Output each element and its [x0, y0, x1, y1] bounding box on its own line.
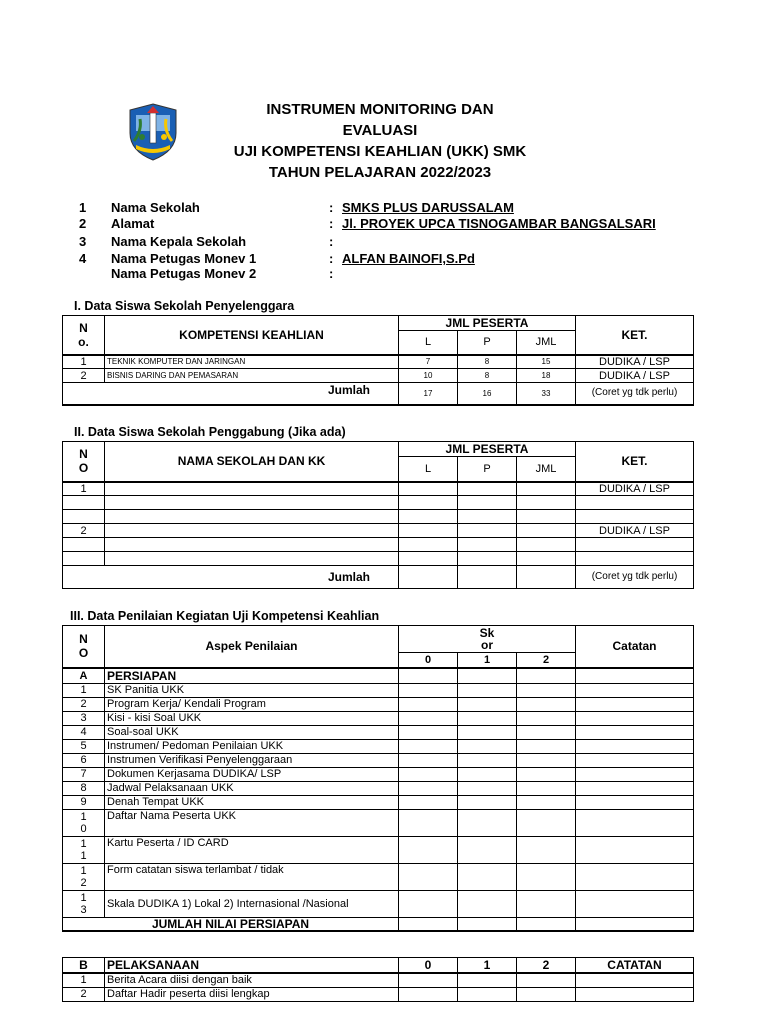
cell-no-line: 1	[80, 891, 87, 904]
cell-empty	[576, 552, 694, 566]
header-kompetensi: KOMPETENSI KEAHLIAN	[105, 316, 399, 355]
east-java-coat-of-arms-icon	[122, 101, 184, 163]
info-value: Jl. PROYEK UPCA TISNOGAMBAR BANGSALSARI	[342, 216, 656, 231]
table-row	[63, 369, 694, 383]
cell-name: BISNIS DARING DAN PEMASARAN	[105, 369, 399, 383]
cell-empty	[399, 725, 458, 739]
cell-no: 2	[63, 524, 105, 538]
header-no-line: N	[79, 320, 88, 335]
total-l: 17	[399, 383, 458, 405]
cell-empty	[576, 683, 694, 697]
cell-aspek: Soal-soal UKK	[105, 725, 399, 739]
cell-no: 1	[63, 482, 105, 496]
header-ket: KET.	[576, 442, 694, 482]
header-jml-peserta: JML PESERTA	[399, 316, 576, 331]
header-jml: JML	[517, 331, 576, 355]
total-row	[63, 566, 694, 589]
cell-no	[63, 890, 105, 917]
cell-aspek: Kartu Peserta / ID CARD	[105, 836, 399, 863]
table-section-1	[62, 315, 694, 406]
cell-aspek: Dokumen Kerjasama DUDIKA/ LSP	[105, 767, 399, 781]
header-skor-1: 1	[458, 653, 517, 668]
cell-no: 2	[63, 369, 105, 383]
cell-empty	[458, 668, 517, 684]
cell-no-line: 1	[80, 864, 87, 877]
cell-aspek: Form catatan siswa terlambat / tidak	[105, 863, 399, 890]
cell-empty	[399, 739, 458, 753]
cell-empty	[517, 987, 576, 1001]
cell-empty	[517, 725, 576, 739]
cell-empty	[576, 725, 694, 739]
header-no-line: N	[79, 447, 88, 462]
info-no: 2	[79, 216, 87, 231]
table-section-2	[62, 441, 694, 589]
cell-no-line: 3	[80, 903, 87, 916]
total-jml: 33	[517, 383, 576, 405]
total-label: JUMLAH NILAI PERSIAPAN	[63, 917, 399, 931]
cell-aspek: SK Panitia UKK	[105, 683, 399, 697]
cell-empty	[63, 496, 105, 510]
cell-p: 8	[458, 355, 517, 369]
header-p: P	[458, 331, 517, 355]
cell-ket: DUDIKA / LSP	[576, 355, 694, 369]
cell-empty	[458, 482, 517, 496]
cell-l: 7	[399, 355, 458, 369]
header-no	[63, 442, 105, 482]
cell-empty	[576, 753, 694, 767]
cell-empty	[576, 917, 694, 931]
cell-empty	[458, 890, 517, 917]
total-ket-note: (Coret yg tdk perlu)	[576, 566, 694, 589]
cell-empty	[399, 890, 458, 917]
cell-empty	[458, 496, 517, 510]
header-jml-peserta: JML PESERTA	[399, 442, 576, 457]
table-row	[63, 809, 694, 836]
cell-no: 5	[63, 739, 105, 753]
header-skor-0: 0	[399, 958, 458, 974]
cell-empty	[517, 552, 576, 566]
info-label: Nama Kepala Sekolah	[111, 234, 247, 249]
cell-section-title: PERSIAPAN	[105, 668, 399, 684]
cell-empty	[105, 482, 399, 496]
cell-no: 1	[63, 355, 105, 369]
table-row	[63, 355, 694, 369]
cell-no: 9	[63, 795, 105, 809]
cell-empty	[576, 538, 694, 552]
cell-no-line: 1	[80, 837, 87, 850]
info-colon: :	[329, 266, 334, 281]
cell-empty	[105, 552, 399, 566]
header-skor-line: Sk	[479, 626, 495, 640]
cell-empty	[517, 781, 576, 795]
header-jml: JML	[517, 457, 576, 482]
cell-empty	[399, 795, 458, 809]
cell-empty	[517, 917, 576, 931]
total-ket-note: (Coret yg tdk perlu)	[576, 383, 694, 405]
cell-empty	[399, 767, 458, 781]
table-row	[63, 781, 694, 795]
info-colon: :	[329, 251, 334, 266]
info-colon: :	[329, 234, 334, 249]
header-nama-sekolah: NAMA SEKOLAH DAN KK	[105, 442, 399, 482]
cell-empty	[576, 739, 694, 753]
cell-aspek: Jadwal Pelaksanaan UKK	[105, 781, 399, 795]
cell-aspek: Daftar Nama Peserta UKK	[105, 809, 399, 836]
cell-empty	[63, 552, 105, 566]
table-row	[63, 973, 694, 987]
cell-empty	[517, 739, 576, 753]
cell-empty	[458, 987, 517, 1001]
cell-ket: DUDIKA / LSP	[576, 482, 694, 496]
cell-empty	[517, 890, 576, 917]
document-title	[190, 99, 570, 183]
total-row	[63, 383, 694, 405]
cell-empty	[399, 496, 458, 510]
cell-aspek: Kisi - kisi Soal UKK	[105, 711, 399, 725]
cell-empty	[576, 890, 694, 917]
cell-empty	[399, 809, 458, 836]
section-1-title: I. Data Siswa Sekolah Penyelenggara	[74, 299, 295, 313]
info-label: Nama Petugas Monev 2	[111, 266, 257, 281]
cell-empty	[458, 795, 517, 809]
cell-aspek: Denah Tempat UKK	[105, 795, 399, 809]
cell-aspek: Instrumen/ Pedoman Penilaian UKK	[105, 739, 399, 753]
table-section-3	[62, 625, 694, 932]
cell-empty	[399, 510, 458, 524]
header-no-line: N	[79, 632, 88, 647]
cell-empty	[517, 863, 576, 890]
info-no: 4	[79, 251, 87, 266]
cell-empty	[517, 524, 576, 538]
cell-empty	[399, 668, 458, 684]
cell-empty	[399, 781, 458, 795]
cell-empty	[576, 836, 694, 863]
cell-no-line: 2	[80, 876, 87, 889]
cell-empty	[576, 809, 694, 836]
cell-empty	[399, 538, 458, 552]
cell-empty	[576, 987, 694, 1001]
info-value: SMKS PLUS DARUSSALAM	[342, 200, 514, 215]
cell-empty	[517, 510, 576, 524]
cell-empty	[458, 809, 517, 836]
cell-jml: 18	[517, 369, 576, 383]
total-label: Jumlah	[63, 566, 399, 589]
table-row	[63, 725, 694, 739]
header-skor-1: 1	[458, 958, 517, 974]
cell-empty	[399, 482, 458, 496]
cell-no-line: 1	[80, 810, 87, 823]
info-no: 1	[79, 200, 87, 215]
table-row	[63, 697, 694, 711]
cell-empty	[517, 538, 576, 552]
header-catatan: Catatan	[576, 626, 694, 668]
cell-no: 3	[63, 711, 105, 725]
table-row	[63, 668, 694, 684]
cell-l: 10	[399, 369, 458, 383]
info-no: 3	[79, 234, 87, 249]
info-value: ALFAN BAINOFI,S.Pd	[342, 251, 475, 266]
cell-aspek: Program Kerja/ Kendali Program	[105, 697, 399, 711]
info-colon: :	[329, 200, 334, 215]
cell-no: 4	[63, 725, 105, 739]
table-row	[63, 767, 694, 781]
cell-no: 1	[63, 973, 105, 987]
title-line-2: EVALUASI	[342, 122, 418, 139]
title-line-4: TAHUN PELAJARAN 2022/2023	[268, 164, 492, 181]
cell-empty	[105, 538, 399, 552]
cell-empty	[576, 781, 694, 795]
total-label: Jumlah	[63, 383, 399, 405]
table-row	[63, 683, 694, 697]
cell-empty	[458, 753, 517, 767]
cell-empty	[63, 538, 105, 552]
title-line-1: INSTRUMEN MONITORING DAN	[266, 101, 494, 118]
cell-empty	[517, 482, 576, 496]
table-row	[63, 552, 694, 566]
header-catatan: CATATAN	[576, 958, 694, 974]
table-row	[63, 524, 694, 538]
cell-empty	[517, 973, 576, 987]
cell-section-title: PELAKSANAAN	[105, 958, 399, 974]
section-3-title: III. Data Penilaian Kegiatan Uji Kompetensi Keahlian	[70, 609, 380, 623]
cell-empty	[517, 683, 576, 697]
table-row	[63, 890, 694, 917]
info-label: Alamat	[111, 216, 155, 231]
table-row	[63, 836, 694, 863]
table-row	[63, 795, 694, 809]
cell-code: B	[63, 958, 105, 974]
header-aspek: Aspek Penilaian	[105, 626, 399, 668]
cell-p: 8	[458, 369, 517, 383]
cell-empty	[458, 767, 517, 781]
cell-aspek: Instrumen Verifikasi Penyelenggaraan	[105, 753, 399, 767]
cell-empty	[399, 711, 458, 725]
table-row	[63, 538, 694, 552]
cell-empty	[517, 809, 576, 836]
table-row	[63, 739, 694, 753]
header-skor-2: 2	[517, 653, 576, 668]
cell-empty	[458, 697, 517, 711]
cell-empty	[458, 524, 517, 538]
header-skor-0: 0	[399, 653, 458, 668]
header-l: L	[399, 331, 458, 355]
cell-empty	[576, 863, 694, 890]
cell-empty	[576, 973, 694, 987]
cell-empty	[458, 973, 517, 987]
cell-empty	[399, 836, 458, 863]
cell-empty	[458, 510, 517, 524]
cell-empty	[576, 697, 694, 711]
cell-empty	[517, 795, 576, 809]
cell-empty	[458, 566, 517, 589]
cell-empty	[576, 496, 694, 510]
cell-empty	[517, 697, 576, 711]
cell-no	[63, 809, 105, 836]
cell-empty	[399, 566, 458, 589]
cell-empty	[458, 683, 517, 697]
cell-empty	[399, 917, 458, 931]
cell-empty	[399, 863, 458, 890]
table-row	[63, 482, 694, 496]
cell-empty	[576, 510, 694, 524]
cell-aspek: Berita Acara diisi dengan baik	[105, 973, 399, 987]
cell-empty	[517, 836, 576, 863]
cell-empty	[399, 753, 458, 767]
cell-aspek: Skala DUDIKA 1) Lokal 2) Internasional /Nasional	[105, 890, 399, 917]
header-ket: KET.	[576, 316, 694, 355]
cell-no: 6	[63, 753, 105, 767]
table-row	[63, 510, 694, 524]
cell-empty	[105, 510, 399, 524]
cell-no: 7	[63, 767, 105, 781]
section-2-title: II. Data Siswa Sekolah Penggabung (Jika ada)	[74, 425, 346, 439]
header-skor-line: or	[481, 638, 493, 652]
cell-no	[63, 836, 105, 863]
cell-empty	[517, 496, 576, 510]
cell-empty	[458, 863, 517, 890]
cell-ket: DUDIKA / LSP	[576, 524, 694, 538]
cell-empty	[576, 767, 694, 781]
info-colon: :	[329, 216, 334, 231]
cell-empty	[576, 795, 694, 809]
info-label: Nama Petugas Monev 1	[111, 251, 257, 266]
cell-empty	[458, 711, 517, 725]
cell-empty	[517, 711, 576, 725]
cell-empty	[576, 668, 694, 684]
header-no	[63, 626, 105, 668]
table-row	[63, 987, 694, 1001]
table-row	[63, 496, 694, 510]
table-header-row	[63, 958, 694, 974]
cell-empty	[399, 697, 458, 711]
cell-no	[63, 863, 105, 890]
cell-empty	[399, 973, 458, 987]
cell-no: 8	[63, 781, 105, 795]
header-l: L	[399, 457, 458, 482]
cell-empty	[105, 524, 399, 538]
cell-aspek: Daftar Hadir peserta diisi lengkap	[105, 987, 399, 1001]
cell-name: TEKNIK KOMPUTER DAN JARINGAN	[105, 355, 399, 369]
cell-empty	[399, 552, 458, 566]
table-row	[63, 711, 694, 725]
cell-ket: DUDIKA / LSP	[576, 369, 694, 383]
info-label: Nama Sekolah	[111, 200, 200, 215]
cell-empty	[517, 668, 576, 684]
cell-no-line: 1	[80, 849, 87, 862]
cell-no: 2	[63, 697, 105, 711]
table-row	[63, 863, 694, 890]
header-skor	[399, 626, 576, 653]
table-section-b	[62, 957, 694, 1002]
cell-empty	[576, 711, 694, 725]
header-no	[63, 316, 105, 355]
table-row	[63, 753, 694, 767]
total-row	[63, 917, 694, 931]
header-skor-2: 2	[517, 958, 576, 974]
cell-empty	[63, 510, 105, 524]
title-line-3: UJI KOMPETENSI KEAHLIAN (UKK) SMK	[233, 143, 527, 160]
cell-empty	[458, 739, 517, 753]
cell-code: A	[63, 668, 105, 684]
cell-empty	[458, 917, 517, 931]
cell-empty	[517, 753, 576, 767]
cell-empty	[458, 552, 517, 566]
cell-no: 2	[63, 987, 105, 1001]
cell-no: 1	[63, 683, 105, 697]
cell-empty	[399, 524, 458, 538]
header-no-line: O	[78, 646, 89, 661]
cell-no-line: 0	[80, 822, 87, 835]
cell-empty	[517, 566, 576, 589]
cell-empty	[458, 725, 517, 739]
cell-empty	[399, 987, 458, 1001]
cell-empty	[399, 683, 458, 697]
cell-empty	[458, 538, 517, 552]
cell-empty	[517, 767, 576, 781]
total-p: 16	[458, 383, 517, 405]
cell-empty	[458, 836, 517, 863]
header-p: P	[458, 457, 517, 482]
cell-empty	[105, 496, 399, 510]
cell-jml: 15	[517, 355, 576, 369]
header-no-line: O	[78, 461, 89, 476]
cell-empty	[458, 781, 517, 795]
header-no-line: o.	[78, 334, 89, 349]
